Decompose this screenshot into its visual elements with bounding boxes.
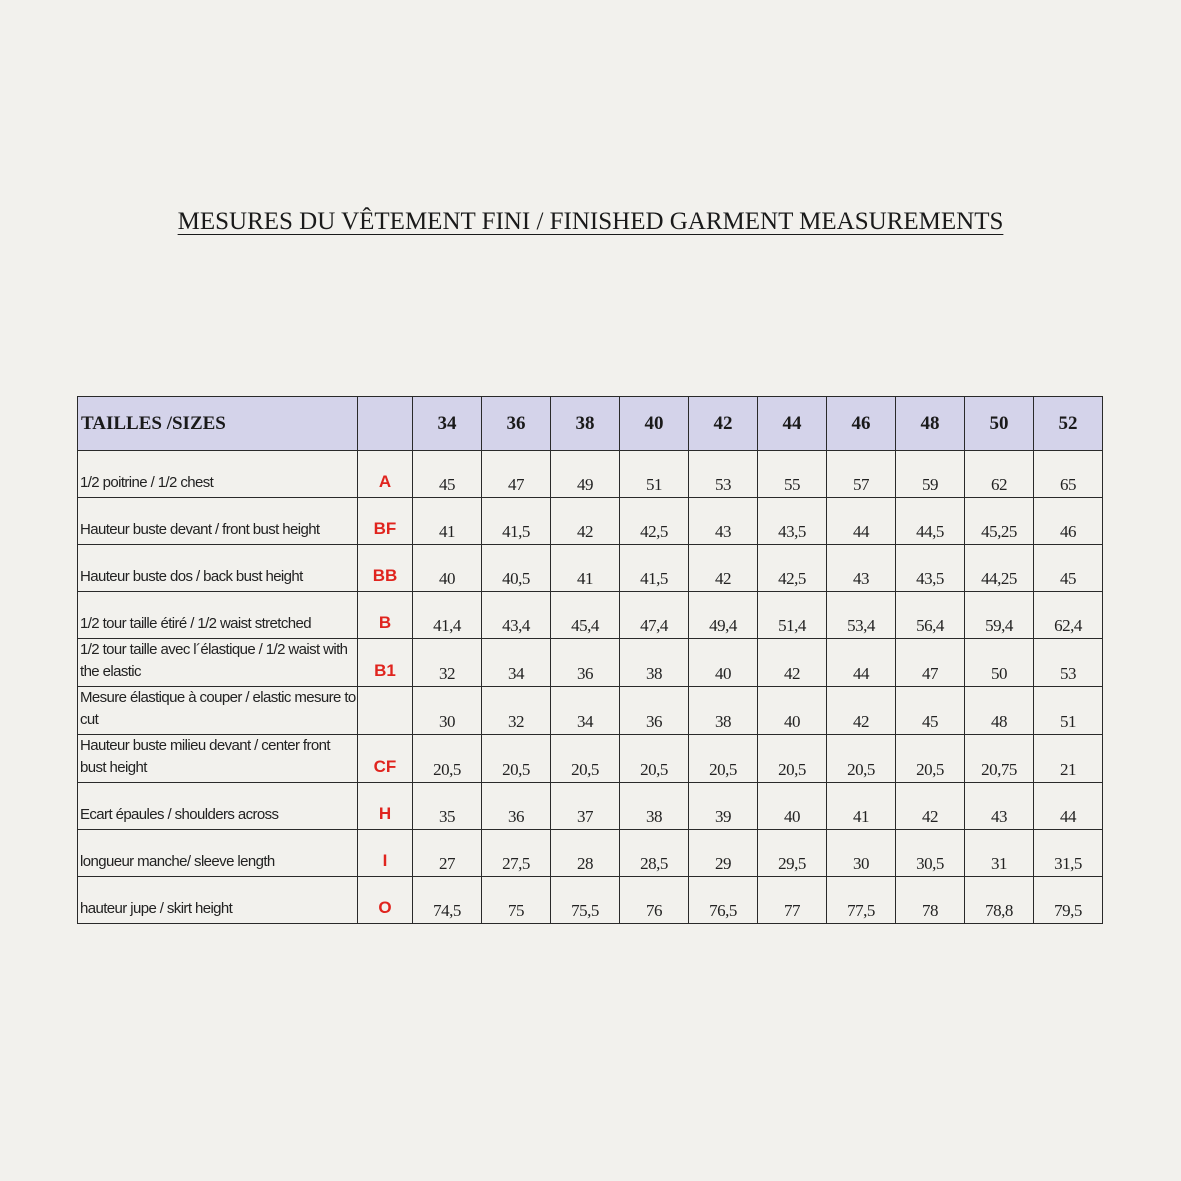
measurement-value: 47 xyxy=(896,639,965,687)
measurement-value: 51 xyxy=(1034,687,1103,735)
measurement-value: 41,5 xyxy=(482,498,551,545)
measurement-value: 41,4 xyxy=(413,592,482,639)
measurement-value: 20,5 xyxy=(896,735,965,783)
table-row xyxy=(78,639,1103,687)
measurement-value: 45,25 xyxy=(965,498,1034,545)
measurement-value: 41 xyxy=(827,783,896,830)
size-header: 44 xyxy=(758,397,827,451)
measurement-value: 51 xyxy=(620,451,689,498)
measurement-value: 32 xyxy=(413,639,482,687)
measurement-value: 43 xyxy=(965,783,1034,830)
measurement-value: 75,5 xyxy=(551,877,620,924)
measurement-value: 36 xyxy=(551,639,620,687)
measurement-value: 79,5 xyxy=(1034,877,1103,924)
measurement-value: 57 xyxy=(827,451,896,498)
measurement-value: 30,5 xyxy=(896,830,965,877)
measurement-value: 42 xyxy=(758,639,827,687)
measurement-value: 40,5 xyxy=(482,545,551,592)
measurement-label: Hauteur buste devant / front bust height xyxy=(78,498,358,545)
measurement-value: 48 xyxy=(965,687,1034,735)
measurement-value: 46 xyxy=(1034,498,1103,545)
measurement-value: 27,5 xyxy=(482,830,551,877)
measurement-value: 42 xyxy=(551,498,620,545)
measurement-value: 42 xyxy=(896,783,965,830)
page-title-text: MESURES DU VÊTEMENT FINI / FINISHED GARMENT MEASUREMENTS xyxy=(177,208,1004,235)
size-header: 46 xyxy=(827,397,896,451)
measurement-label: 1/2 tour taille étiré / 1/2 waist stretched xyxy=(78,592,358,639)
measurement-value: 44 xyxy=(827,639,896,687)
measurement-value: 34 xyxy=(482,639,551,687)
measurement-value: 37 xyxy=(551,783,620,830)
table-row xyxy=(78,592,1103,639)
measurement-value: 20,5 xyxy=(482,735,551,783)
measurement-value: 20,5 xyxy=(758,735,827,783)
measurement-value: 39 xyxy=(689,783,758,830)
table-header-row xyxy=(78,397,1103,451)
measurement-value: 27 xyxy=(413,830,482,877)
size-header: 38 xyxy=(551,397,620,451)
table-row xyxy=(78,687,1103,735)
measurement-value: 29 xyxy=(689,830,758,877)
measurement-value: 55 xyxy=(758,451,827,498)
measurement-code: H xyxy=(358,783,413,830)
measurement-value: 41 xyxy=(413,498,482,545)
measurement-value: 59,4 xyxy=(965,592,1034,639)
measurement-value: 76 xyxy=(620,877,689,924)
measurements-table xyxy=(77,396,1103,924)
measurement-value: 41,5 xyxy=(620,545,689,592)
measurement-code: B xyxy=(358,592,413,639)
measurement-value: 34 xyxy=(551,687,620,735)
page-title xyxy=(0,208,1181,236)
measurement-value: 44 xyxy=(1034,783,1103,830)
table-row xyxy=(78,783,1103,830)
measurement-code: BF xyxy=(358,498,413,545)
measurement-value: 78,8 xyxy=(965,877,1034,924)
measurement-value: 42,5 xyxy=(758,545,827,592)
table-row xyxy=(78,830,1103,877)
measurement-value: 47 xyxy=(482,451,551,498)
measurement-code xyxy=(358,687,413,735)
measurement-value: 77,5 xyxy=(827,877,896,924)
measurement-value: 38 xyxy=(689,687,758,735)
measurement-value: 78 xyxy=(896,877,965,924)
measurement-value: 44,5 xyxy=(896,498,965,545)
measurement-value: 62 xyxy=(965,451,1034,498)
measurement-code: O xyxy=(358,877,413,924)
measurement-value: 43,5 xyxy=(896,545,965,592)
measurement-value: 44 xyxy=(827,498,896,545)
measurement-value: 62,4 xyxy=(1034,592,1103,639)
size-header: 52 xyxy=(1034,397,1103,451)
measurement-value: 42,5 xyxy=(620,498,689,545)
measurement-value: 47,4 xyxy=(620,592,689,639)
measurement-value: 45 xyxy=(896,687,965,735)
measurement-code: A xyxy=(358,451,413,498)
table-body xyxy=(78,451,1103,924)
measurement-value: 45,4 xyxy=(551,592,620,639)
measurement-value: 20,5 xyxy=(551,735,620,783)
measurement-value: 56,4 xyxy=(896,592,965,639)
measurement-label: hauteur jupe / skirt height xyxy=(78,877,358,924)
measurement-value: 65 xyxy=(1034,451,1103,498)
measurement-value: 28 xyxy=(551,830,620,877)
measurement-value: 30 xyxy=(413,687,482,735)
measurement-label: Hauteur buste milieu devant / center front bust height xyxy=(78,735,358,783)
measurement-code: BB xyxy=(358,545,413,592)
measurement-value: 53 xyxy=(1034,639,1103,687)
measurement-value: 20,5 xyxy=(413,735,482,783)
measurement-value: 53,4 xyxy=(827,592,896,639)
table-row xyxy=(78,451,1103,498)
measurement-value: 53 xyxy=(689,451,758,498)
measurement-code: CF xyxy=(358,735,413,783)
measurement-value: 42 xyxy=(827,687,896,735)
measurement-value: 50 xyxy=(965,639,1034,687)
measurement-value: 29,5 xyxy=(758,830,827,877)
measurement-value: 40 xyxy=(413,545,482,592)
measurement-value: 40 xyxy=(758,783,827,830)
measurement-value: 74,5 xyxy=(413,877,482,924)
measurement-label: 1/2 poitrine / 1/2 chest xyxy=(78,451,358,498)
size-header: 40 xyxy=(620,397,689,451)
size-header: 48 xyxy=(896,397,965,451)
measurement-value: 49 xyxy=(551,451,620,498)
measurement-value: 45 xyxy=(413,451,482,498)
measurement-value: 21 xyxy=(1034,735,1103,783)
measurement-value: 38 xyxy=(620,639,689,687)
measurement-value: 20,5 xyxy=(689,735,758,783)
measurement-value: 43,4 xyxy=(482,592,551,639)
measurement-value: 42 xyxy=(689,545,758,592)
measurement-value: 75 xyxy=(482,877,551,924)
measurement-label: 1/2 tour taille avec l´élastique / 1/2 waist with the elastic xyxy=(78,639,358,687)
table-row xyxy=(78,545,1103,592)
measurement-value: 41 xyxy=(551,545,620,592)
measurement-value: 20,75 xyxy=(965,735,1034,783)
size-header: 34 xyxy=(413,397,482,451)
measurement-code: B1 xyxy=(358,639,413,687)
measurement-label: Ecart épaules / shoulders across xyxy=(78,783,358,830)
table-row xyxy=(78,877,1103,924)
measurement-value: 31 xyxy=(965,830,1034,877)
measurement-value: 45 xyxy=(1034,545,1103,592)
measurement-code: I xyxy=(358,830,413,877)
measurement-value: 59 xyxy=(896,451,965,498)
size-header: 50 xyxy=(965,397,1034,451)
measurement-label: Mesure élastique à couper / elastic mesure to cut xyxy=(78,687,358,735)
measurement-value: 40 xyxy=(689,639,758,687)
measurement-value: 28,5 xyxy=(620,830,689,877)
measurement-value: 43 xyxy=(689,498,758,545)
measurement-value: 30 xyxy=(827,830,896,877)
size-header: 42 xyxy=(689,397,758,451)
measurement-value: 36 xyxy=(482,783,551,830)
measurement-label: Hauteur buste dos / back bust height xyxy=(78,545,358,592)
measurement-value: 38 xyxy=(620,783,689,830)
measurement-value: 49,4 xyxy=(689,592,758,639)
table-row xyxy=(78,498,1103,545)
measurement-value: 76,5 xyxy=(689,877,758,924)
code-header xyxy=(358,397,413,451)
measurement-value: 40 xyxy=(758,687,827,735)
measurement-value: 35 xyxy=(413,783,482,830)
measurement-value: 77 xyxy=(758,877,827,924)
measurement-value: 51,4 xyxy=(758,592,827,639)
measurement-label: longueur manche/ sleeve length xyxy=(78,830,358,877)
measurement-value: 20,5 xyxy=(827,735,896,783)
measurement-value: 32 xyxy=(482,687,551,735)
table-row xyxy=(78,735,1103,783)
measurement-value: 31,5 xyxy=(1034,830,1103,877)
measurement-value: 43 xyxy=(827,545,896,592)
size-header: 36 xyxy=(482,397,551,451)
measurement-value: 20,5 xyxy=(620,735,689,783)
measurement-value: 43,5 xyxy=(758,498,827,545)
sizes-header-label: TAILLES /SIZES xyxy=(78,397,358,451)
measurement-value: 36 xyxy=(620,687,689,735)
measurement-value: 44,25 xyxy=(965,545,1034,592)
